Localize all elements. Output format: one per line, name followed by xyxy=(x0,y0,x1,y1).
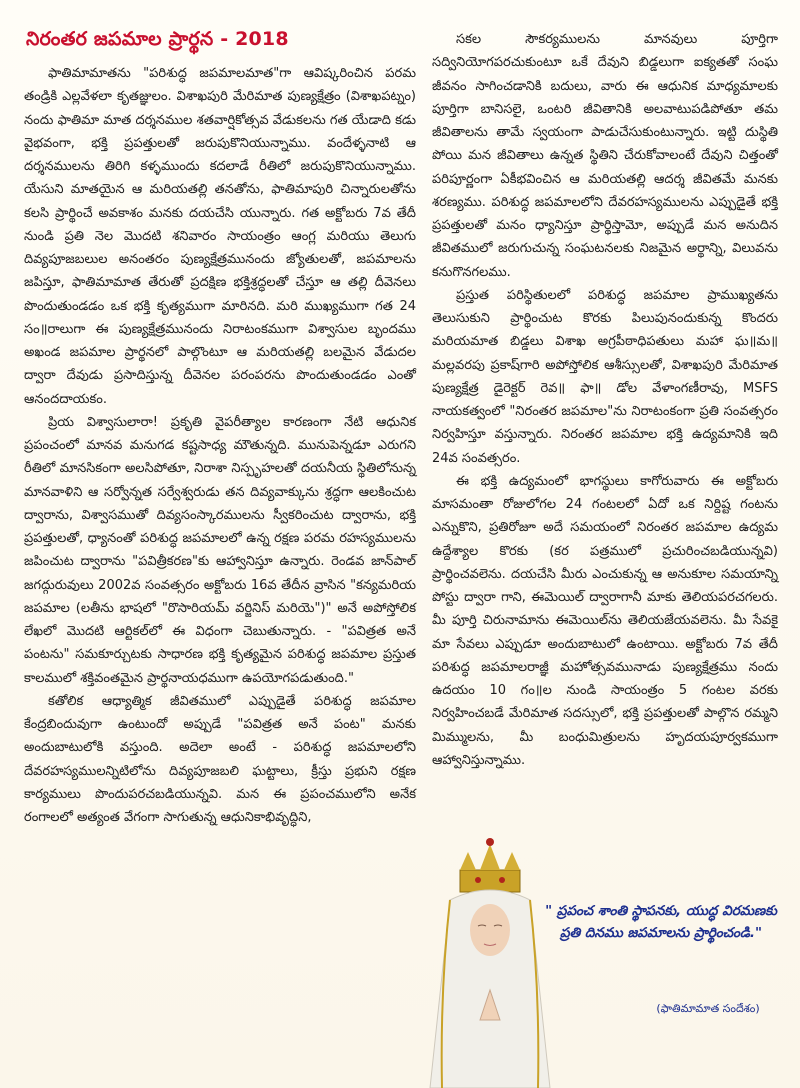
paragraph: కతోలిక ఆధ్యాత్మిక జీవితములో ఎప్పుడైతే పరిశుద్ధ జపమాల కేంద్రబిందువుగా ఉంటుందో అప్పుడే "పవిత్రత అనే పంట" మనకు అందుబాటులోకి వస్తుంది. అదెలా అంటే - పరిశుద్ధ జపమాలలోని దేవరహస్యములన్నిటిలోను దివ్యపూజబలి ఘట్టాలు, క్రీస్తు ప్రభుని రక్షణ కార్యములు పొందుపరచబడియున్నవి. మన ఈ ప్రపంచములోని అనేక రంగాలలో అత్యంత వేగంగా సాగుతున్న ఆధునికాభివృద్ధిని, xyxy=(24,693,416,825)
paragraph: ఫాతిమామాతను "పరిశుద్ధ జపమాలమాత"గా ఆవిష్కరించిన పరమ తండ్రికి ఎల్లవేళలా కృతజ్ఞులం. విశాఖపురి మేరిమాత పుణ్యక్షేత్రం (విశాఖపట్నం) నందు ఫాతిమా మాత దర్శనముల శతవార్షికోత్సవ వేడుకలను గత యేడాది కడు వైభవంగా, భక్తి ప్రపత్తులతో జరుపుకొనియున్నాము. వందేళ్ళనాటి ఆ దర్శనములను తిరిగి కళ్ళముందు కదలాడే రీతిలో జరుపుకొనియున్నాము. యేసుని మాతయైన ఆ మరియతల్లి తనతోను, ఫాతిమాపురి చిన్నారులతోను కలసి ప్రార్థించే అవకాశం మనకు దయచేసి యున్నారు. గత అక్టోబరు 7వ తేదీ నుండి ప్రతి నెల మొదటి శనివారం సాయంత్రం ఆంగ్ల మరియు తెలుగు దివ్యపూజబలుల అనంతరం పుణ్యక్షేత్రమునందు జ్యోతులతో, జపమాలను జపిస్తూ, ఫాతిమామాత తేరుతో ప్రదక్షిణ భక్తిశ్రద్ధలతో చేస్తూ ఆ తల్లి దీవెనలు పొందుతుండడం ఒక భక్తి కృత్యముగా మారినది. మరి ముఖ్యముగా గత 24 సం॥రాలుగా ఈ పుణ్యక్షేత్రమునందు నిరాటంకముగా విశ్వాసుల బృందము అఖండ జపమాల ప్రార్థనలో పాల్గొంటూ ఆ మరియతల్లి బలమైన వేడుదల ద్వారా దేవుడు ప్రసాదిస్తున్న దీవెనల పరంపరను పొందుతుండడం ఎంతో ఆనందదాయకం. xyxy=(24,66,416,407)
crown-icon xyxy=(460,838,520,892)
quote-text: " ప్రపంచ శాంతి స్థాపనకు, యుద్ధ విరమణకు ప్రతి దినము జపమాలను ప్రార్థించండి." xyxy=(545,903,777,941)
paragraph: సకల సౌకర్యములను మానవులు పూర్తిగా సద్వినియోగపరచుకుంటూ ఒకే దేవుని బిడ్డలుగా ఐక్యతతో సంఘ జీవనం సాగించడానికి బదులు, వారు ఈ ఆధునిక మాధ్యమాలకు పూర్తిగా బానిసలై, ఒంటరి జీవితానికి అలవాటుపడిపోతూ తమ జీవితాలను తామే స్వయంగా పాడుచేసుకుంటున్నారు. ఇట్టి దుస్థితి పోయి మన జీవితాలు ఉన్నత స్థితిని చేరుకోవాలంటే దేవుని చిత్తంతో పరిపూర్ణంగా ఏకీభవించిన ఆ మరియతల్లి ఆదర్శ జీవితమే మనకు శరణ్యము. పరిశుద్ధ జపమాలలోని దేవరహస్యములను ఎప్పుడైతే భక్తి ప్రపత్తులతో మనం ధ్యానిస్తూ ప్రార్థిస్తామో, అప్పుడే మన అనుదిన జీవితములో జరుగుచున్న సంఘటనలకు నిజమైన అర్థాన్ని, విలువను కనుగొనగలము. xyxy=(432,32,778,280)
page-title: నిరంతర జపమాల ప్రార్థన - 2018 xyxy=(26,28,289,50)
quote-box xyxy=(528,900,786,1070)
left-column xyxy=(24,62,416,829)
quote-attribution: (ఫాతిమామాత సందేశం) xyxy=(656,1002,760,1015)
right-column xyxy=(432,28,778,772)
paragraph: ఈ భక్తి ఉద్యమంలో భాగస్థులు కాగోరువారు ఈ అక్టోబరు మాసమంతా రోజులోగల 24 గంటలలో ఏదో ఒక నిర్దిష్ట గంటను ఎన్నుకొని, ప్రతిరోజూ అదే సమయంలో నిరంతర జపమాల ఉద్యమ ఉద్దేశ్యాల కొరకు (కర పత్రములో ప్రచురించబడియున్నవి) ప్రార్థించవలెను. దయచేసి మీరు ఎంచుకున్న ఆ అనుకూల సమయాన్ని పోస్టు ద్వారా గాని, ఈమెయిల్ ద్వారాగానీ మాకు తెలియపరచగలరు. మీ పూర్తి చిరునామాను ఈమెయిల్‌ను తెలియజేయవలెను. మీ సేవకై మా సేవలు ఎప్పుడూ అందుబాటులో ఉంటాయి. అక్టోబరు 7వ తేదీ పరిశుద్ధ జపమాలరాజ్ఞీ మహోత్సవమునాడు పుణ్యక్షేత్రము నందు ఉదయం 10 గం॥ల నుండి సాయంత్రం 5 గంటల వరకు నిర్వహించబడే మేరిమాత సదస్సులో, భక్తి ప్రపత్తులతో పాల్గొన రమ్మని మిమ్ములను, మీ బంధుమిత్రులను హృదయపూర్వకముగా ఆహ్వానిస్తున్నాము. xyxy=(432,473,778,768)
paragraph: ప్రస్తుత పరిస్థితులలో పరిశుద్ధ జపమాల ప్రాముఖ్యతను తెలుసుకుని ప్రార్థించుట కొరకు పిలుపునందుకున్న కొందరు మరియమాత బిడ్డలు విశాఖ అగ్రపీఠాధిపతులు మహా ఘ॥మ॥ మల్లవరపు ప్రకాష్‌గారి అపోస్తోలిక ఆశీస్సులతో, విశాఖపురి మేరిమాత పుణ్యక్షేత్ర డైరెక్టర్ రెవ॥ ఫా॥ డోల వేళాంగణీరావు, MSFS నాయకత్వంలో "నిరంతర జపమాల"ను నిరాటంకంగా ప్రతి సంవత్సరం నిర్వహిస్తూ వస్తున్నారు. నిరంతర జపమాల భక్తి ఉద్యమానికి ఇది 24వ సంవత్సరం. xyxy=(432,287,778,466)
paragraph: ప్రియ విశ్వాసులారా! ప్రకృతి వైపరీత్యాల కారణంగా నేటి ఆధునిక ప్రపంచంలో మానవ మనుగడ కష్టసాధ్య మౌతున్నది. మునుపెన్నడూ ఎరుగని రీతిలో మానసికంగా అలసిపోతూ, నిరాశా నిస్పృహలతో దయనీయ స్థితిలోనున్న మానవాళిని ఆ సర్వోన్నత సర్వేశ్వరుడు తన దివ్యవాక్కును శ్రద్ధగా ఆలకించుట ద్వారాను, విశ్వాసముతో దివ్యసంస్కారములను స్వీకరించుట ద్వారాను, భక్తి ప్రపత్తులతో, ధ్యానంతో పరిశుద్ధ జపమాలలో ఉన్న రక్షణ పరమ రహస్యములను జపించుట ద్వారాను "పవిత్రీకరణ"కు ఆహ్వానిస్తూ ఉన్నారు. రెండవ జాన్‌పాల్ జగద్గురువులు 2002వ సంవత్సరం అక్టోబరు 16వ తేదీన వ్రాసిన "కన్యమరియ జపమాల (లతీను భాషలో "రొసారియమ్ వర్జినిస్ మరియె")" అనే అపోస్తోలిక లేఖలో మొదటి ఆర్టికల్‌లో ఈ విధంగా చెబుతున్నారు. - "పవిత్రత అనే పంటను" సమకూర్చుటకు సాధారణ భక్తి కృత్యమైన పరిశుద్ధ జపమాల ప్రస్తుత కాలములో శక్తివంతమైన ప్రార్థనాయధముగా ఉపయోగపడుతుంది." xyxy=(24,414,416,686)
